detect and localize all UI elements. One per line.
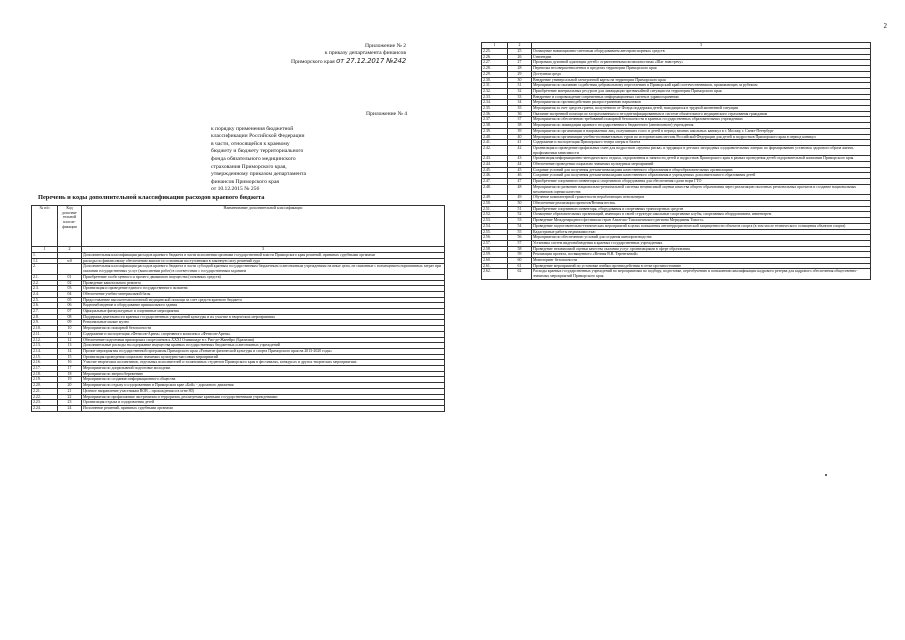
row-number: 2.5. xyxy=(32,297,58,303)
row-number: 2.48. xyxy=(482,184,508,194)
table-row xyxy=(482,223,871,229)
row-number: 2.36. xyxy=(482,111,508,117)
header-line-3-prefix: Приморского края xyxy=(291,58,335,65)
appendix-4-body xyxy=(211,126,361,194)
row-code: 08 xyxy=(58,314,82,320)
row-name: Участие творческих коллективов, отдельных исполнителей и талантливых студентов Приморского края в фестивалях, конкурсах и других творческих мероприятиях xyxy=(82,360,445,366)
row-name: Поддержка деятельности краевых государственных учреждений культуры и их участие в творческих мероприятиях xyxy=(82,314,445,320)
row-name: Проведение независимой оценки качества оказания услуг организациями в сфере образования xyxy=(532,246,871,252)
row-code: 03 xyxy=(58,286,82,292)
row-code: 22 xyxy=(58,394,82,400)
row-name: Дополнительная классификация расходов краевого бюджета в части субсидий краевым государственным бюджетным и автономным учреждениям на иные цели, не связанные с возмещением нормативных затрат при оказании государственных услуг (выполнении работ) в соответствии с государственным заданием xyxy=(82,264,445,274)
row-code: 42 xyxy=(508,145,532,155)
row-number: 2.6. xyxy=(32,303,58,309)
header-line-3 xyxy=(206,58,406,66)
row-name: Мероприятия по обеспечению требований пожарной безопасности в краевых государственных образовательных учреждениях xyxy=(532,117,871,123)
row-name: Мониторинг безопасности xyxy=(532,258,871,264)
row-name: Создание условий для получения детьми-инвалидами качественного образования в общеобразовательных организациях xyxy=(532,167,871,173)
row-name: Приобретение спортивного инвентаря и спортивного оборудования для обеспечения сдачи норм ГТО xyxy=(532,179,871,185)
row-name: Приобретение особо ценного и прочего движимого имущества (основных средств) xyxy=(82,274,445,280)
row-number: 2.16. xyxy=(32,360,58,366)
row-name: Оказание экстренной помощи по застрахованным и не идентифицированным в системе обязательного медицинского страхования гражданам xyxy=(532,111,871,117)
right-page xyxy=(452,0,905,640)
row-number: 1.1 xyxy=(32,258,58,264)
col-number-3: 3 xyxy=(82,247,445,253)
row-code: 13 xyxy=(58,343,82,349)
row-number: 2.18. xyxy=(32,371,58,377)
row-name: Мероприятия по допризывной подготовке молодежи xyxy=(82,366,445,372)
row-name: Прочие мероприятия государственной программы Приморского края «Развитие физической культуры и спорта Приморского края на 2013-2020 годы» xyxy=(82,348,445,354)
appendix-4-body-line: от 10.12.2015 № 256 xyxy=(211,186,260,193)
row-number: 2.62. xyxy=(482,269,508,279)
row-name: Приобретение спортивного инвентаря, оборудования и спортивных транспортных средств xyxy=(532,206,871,212)
row-number: 2.9. xyxy=(32,320,58,326)
row-code: 10 xyxy=(58,326,82,332)
row-number: 2.35. xyxy=(482,106,508,112)
row-code: 21 xyxy=(58,388,82,394)
row-name: Оснащение образовательных организаций, имеющих в своей структуре школьные спортивные клубы, спортивным оборудованием, инвентарем xyxy=(532,212,871,218)
row-name: Мероприятия по организации в направлении лиц, получивших голос в детей в период зимних школьных каникул в г. Москву, г. Санкт-Петербург xyxy=(532,128,871,134)
row-name: Региональные малые музеи xyxy=(82,320,445,326)
row-code: 38 xyxy=(508,123,532,129)
row-code: 59 xyxy=(508,252,532,258)
header-line-2: к приказу департамента финансов xyxy=(324,50,406,57)
row-code: 45 xyxy=(508,167,532,173)
row-name: Обучение компьютерной грамотности неработающих пенсионеров xyxy=(532,195,871,201)
row-code: 17 xyxy=(58,366,82,372)
row-code: 18 xyxy=(58,371,82,377)
row-code: 53 xyxy=(508,218,532,224)
row-number: 2.39. xyxy=(482,128,508,134)
row-name: Мероприятия по энергосбережению xyxy=(82,371,445,377)
row-name: Мероприятия по ликвидации краевого государственного бюджетного (автономного) учреждения xyxy=(532,123,871,129)
row-code: 35 xyxy=(508,106,532,112)
appendix-4-body-line: фонда обязательного медицинского xyxy=(211,155,296,162)
row-name: Мероприятия по организации учебно-познавательных туров по историческим местам Российской Федерации для детей и подростков Приморского края в период каникул xyxy=(532,134,871,140)
row-code: 12 xyxy=(58,337,82,343)
row-code: 37 xyxy=(508,117,532,123)
row-number: 2.15. xyxy=(32,354,58,360)
row-code: 30 xyxy=(508,77,532,83)
document-title: Перечень и коды дополнительной классификации расходов краевого бюджета xyxy=(38,194,265,201)
row-code: w0 xyxy=(58,258,82,264)
row-name: Обеспечение подготовки приморских спортсменов к XXXI Олимпиаде в г. Рио-де-Жанейро (Бразилия) xyxy=(82,337,445,343)
row-code: 29 xyxy=(508,71,532,77)
row-name: Организация и проведение единого государственного экзамена xyxy=(82,286,445,292)
classification-table-left xyxy=(31,205,445,412)
row-code: 47 xyxy=(508,179,532,185)
row-name: Стипендии xyxy=(532,54,871,60)
row-number: 2.22. xyxy=(32,394,58,400)
row-code: 25 xyxy=(508,49,532,55)
row-name: Оснащение навигационно-световым оборудованием автотранспортных средств xyxy=(532,49,871,55)
row-name: Проведение мероприятий по установке ячейки противодействия в сетке противостоянию xyxy=(532,263,871,269)
table-row xyxy=(482,184,871,194)
row-name: Предоставление высокотехнологичной медицинской помощи за счет средств краевого бюджета xyxy=(82,297,445,303)
appendix-2-label: Приложение № 2 xyxy=(365,43,406,49)
row-name: Обеспечение проведения социально значимых культурных мероприятий xyxy=(532,162,871,168)
scan-artifact xyxy=(825,474,827,476)
table-row xyxy=(482,145,871,155)
row-name: Мероприятия за счет средств гранта, полученного от Фонда поддержки детей, находящихся в трудной жизненной ситуации xyxy=(532,106,871,112)
appendix-4-body-line: утвержденному приказом департамента xyxy=(211,171,306,178)
row-name: Перевозка несовершеннолетних в пределах территории Приморского края xyxy=(532,66,871,72)
row-code: 41 xyxy=(508,140,532,146)
row-number: 2.17. xyxy=(32,366,58,372)
appendix-4-body-line: страхования Приморского края, xyxy=(211,163,287,170)
row-name: Приобретение материальных ресурсов для ликвидации чрезвычайной ситуации на территории Приморского края xyxy=(532,88,871,94)
row-name: Мероприятия по обеспечению условий для создания кинопроизводства xyxy=(532,235,871,241)
row-name: Мероприятия по созданию информационного общества xyxy=(82,377,445,383)
appendix-4-header xyxy=(207,111,407,194)
row-code: 39 xyxy=(508,128,532,134)
row-name: Внедрение и сопровождение современных информационных систем в здравоохранении xyxy=(532,94,871,100)
row-name: Обеспечение реализации проектов/Вечная весна» xyxy=(532,200,871,206)
table-row xyxy=(482,134,871,140)
row-name: Исполнение решений, принятых судебными органами xyxy=(82,405,445,411)
appendix-4-body-line: классификации Российской Федерации xyxy=(211,133,305,140)
table-row xyxy=(482,156,871,162)
row-number: 2.10. xyxy=(32,326,58,332)
row-name: Мероприятия по отдыху и оздоровлению в Приморском крае «Бой» - дорожного движения xyxy=(82,383,445,389)
row-number: 2.29. xyxy=(482,71,508,77)
row-name: Содержание и эксплуатация «Фетисов-Арена» спортивного комплекса «Фетисов-Арена» xyxy=(82,331,445,337)
row-code: 07 xyxy=(58,309,82,315)
row-code: 36 xyxy=(508,111,532,117)
row-number: 2.32. xyxy=(482,88,508,94)
page-number: 2 xyxy=(883,22,887,30)
row-number: 2.31. xyxy=(482,83,508,89)
col-number-1: 1 xyxy=(32,247,58,253)
row-code: 56 xyxy=(508,235,532,241)
row-number: 2.26. xyxy=(482,54,508,60)
row-number: 2.20. xyxy=(32,383,58,389)
row-code: 49 xyxy=(508,195,532,201)
row-number: 2.24. xyxy=(32,405,58,411)
row-number: 2.7. xyxy=(32,309,58,315)
row-code: 32 xyxy=(508,88,532,94)
row-name: Организация и проведение профильных смен для подростков «группы риска» и трудящих в детских загородных оздоровительных лагерях по формированию установок здорового образа жизни, профилактики зависимости xyxy=(532,145,871,155)
row-code: 02 xyxy=(58,280,82,286)
row-name: Проведение подготовительно-технических мероприятий в целях повышения антитеррористической защищенности объектов спорта (в том числе технического оснащения объектов спорта) xyxy=(532,223,871,229)
row-code: 58 xyxy=(508,246,532,252)
row-number: 1. xyxy=(32,253,58,259)
row-number: 2.51. xyxy=(482,206,508,212)
row-code: 06 xyxy=(58,303,82,309)
row-number: 2.37. xyxy=(482,117,508,123)
row-number: 2.56. xyxy=(482,235,508,241)
row-number: 2.45. xyxy=(482,167,508,173)
row-code: 24 xyxy=(58,405,82,411)
row-code: 16 xyxy=(58,360,82,366)
row-code: 26 xyxy=(508,54,532,60)
row-number: 2.47. xyxy=(482,179,508,185)
row-code: 33 xyxy=(508,94,532,100)
header-col-code: Код дополни-тельной класси-фикации xyxy=(58,206,82,247)
col-number-2-right: 2 xyxy=(508,43,532,49)
row-name: Реализация проекта, посвященного «Вечная В.В. Терентьевой» xyxy=(532,252,871,258)
row-number: 2.30. xyxy=(482,77,508,83)
row-number: 2.59. xyxy=(482,252,508,258)
row-name: Дополнительная классификация расходов краевого бюджета в части исполнения органами государственной власти Приморского края решений, принятых судебными органами xyxy=(82,253,445,259)
appendix-4-body-line: бюджету и бюджету территориального xyxy=(211,148,304,155)
row-number: 2.28. xyxy=(482,66,508,72)
row-name: Проведение капитального ремонта xyxy=(82,280,445,286)
appendix-4-body-line: финансов Приморского края xyxy=(211,178,280,185)
row-number: 2.3. xyxy=(32,286,58,292)
row-name: Видеонаблюдение и оборудование пришкольного здания xyxy=(82,303,445,309)
row-number: 2.41. xyxy=(482,140,508,146)
row-name: Организация информационно-методического отдыха, оздоровления и занятости детей и подростков Приморского края в рамках проведения детей оздоровительной компании Приморского края xyxy=(532,156,871,162)
header-col-name: Наименование дополнительной классификации xyxy=(82,206,445,247)
row-code: 51 xyxy=(508,206,532,212)
row-code: 11 xyxy=(58,331,82,337)
row-code: 48 xyxy=(508,184,532,194)
appendix-4-label: Приложение № 4 xyxy=(366,111,407,117)
row-code: 34 xyxy=(508,100,532,106)
row-number: 2.23. xyxy=(32,400,58,406)
row-code: 23 xyxy=(58,400,82,406)
classification-table-right xyxy=(481,42,871,280)
header-col-number: № п/п xyxy=(32,206,58,247)
row-name: Установка систем видеонаблюдения в краевых государственных учреждениях xyxy=(532,240,871,246)
row-number: 2.55. xyxy=(482,229,508,235)
row-number: 2.52. xyxy=(482,212,508,218)
row-name: Кадастровые работы недвижимостью xyxy=(532,229,871,235)
row-code: 27 xyxy=(508,60,532,66)
row-number: 2.49. xyxy=(482,195,508,201)
row-number: 2.21. xyxy=(32,388,58,394)
row-code: 54 xyxy=(508,223,532,229)
appendix-header xyxy=(206,43,406,66)
row-code: 60 xyxy=(508,258,532,264)
row-number: 2.11. xyxy=(32,331,58,337)
row-number: 2.13. xyxy=(32,343,58,349)
row-name: Расходы краевых государственных учреждений по мероприятиям по подбору, подготовке, переобучению и повышению квалификации кадрового резерва для кадрового обеспечения общественно-значимых мероприятий Приморского края xyxy=(532,269,871,279)
row-code: 14 xyxy=(58,348,82,354)
row-name: Официальные физкультурные и спортивные мероприятия xyxy=(82,309,445,315)
row-code: 61 xyxy=(508,263,532,269)
col-number-3-right: 3 xyxy=(532,43,871,49)
row-code xyxy=(58,264,82,274)
row-code: 46 xyxy=(508,173,532,179)
row-number: 2.38. xyxy=(482,123,508,129)
row-name: расходы по финансовому обеспечению выплат по основным поступлениям в законную силу решений суда xyxy=(82,258,445,264)
row-number: 2.57. xyxy=(482,240,508,246)
row-code: 40 xyxy=(508,134,532,140)
row-code: 62 xyxy=(508,269,532,279)
row-number: 2.8. xyxy=(32,314,58,320)
row-name: Доступная среда xyxy=(532,71,871,77)
row-name: Организация отдыха и оздоровления детей xyxy=(82,400,445,406)
row-code: 31 xyxy=(508,83,532,89)
row-number: 2.1. xyxy=(32,274,58,280)
row-name: Целевое направление участникам ВОВ – прохождения и в огне 80) xyxy=(82,388,445,394)
row-code: 15 xyxy=(58,354,82,360)
col-number-1-right: 1 xyxy=(482,43,508,49)
row-number: 2.53. xyxy=(482,218,508,224)
row-name: Мероприятия по оказанию содействия добровольному переселению в Приморский край соотечественников, проживающих за рубежом xyxy=(532,83,871,89)
row-name: Внедрение универсальной электронной карты на территории Приморского края xyxy=(532,77,871,83)
row-name: Мероприятия по развитию национально-региональной системы независимой оценки качества общего образования через реализацию пилотных региональных проектов и создание национальных механизмов оценки качества xyxy=(532,184,871,194)
row-number: 2.46. xyxy=(482,173,508,179)
row-code: 01 xyxy=(58,274,82,280)
row-number: 2.42. xyxy=(482,145,508,155)
row-code: 44 xyxy=(508,162,532,168)
row-name: Создание условий для получения детьми-инвалидами качественного образования в учреждениях дополнительного образования детей xyxy=(532,173,871,179)
handwritten-order-number: от 27.12.2017 №242 xyxy=(336,56,406,65)
row-number: 2.25. xyxy=(482,49,508,55)
row-name: Мероприятия по противодействию распространению наркотиков xyxy=(532,100,871,106)
row-code: 50 xyxy=(508,200,532,206)
row-number: 2.34. xyxy=(482,100,508,106)
row-number: 2.50. xyxy=(482,200,508,206)
row-code: 28 xyxy=(508,66,532,72)
appendix-4-body-line: к порядку применения бюджетной xyxy=(211,125,294,132)
row-code: 20 xyxy=(58,383,82,389)
row-number: 2.58. xyxy=(482,246,508,252)
row-number: 2.43. xyxy=(482,156,508,162)
row-number: 2.33. xyxy=(482,94,508,100)
row-code: 04 xyxy=(58,291,82,297)
row-number: 2.2. xyxy=(32,280,58,286)
appendix-4-body-line: в части, относящейся к краевому xyxy=(211,140,290,147)
row-name: Обеспечение учебно-материальной базы xyxy=(82,291,445,297)
left-page xyxy=(0,0,452,640)
row-code: 09 xyxy=(58,320,82,326)
row-number: 2.12. xyxy=(32,337,58,343)
table-row xyxy=(32,405,445,411)
row-name: Программа духовной адаптации детей с ограниченными возможностями «Шаг навстречу» xyxy=(532,60,871,66)
table-row xyxy=(482,269,871,279)
row-code: 43 xyxy=(508,156,532,162)
row-number: 2. xyxy=(32,264,58,274)
row-name: Организация проведения социально значимых культурно-массовых мероприятий xyxy=(82,354,445,360)
row-number: 2.4. xyxy=(32,291,58,297)
row-code: 52 xyxy=(508,212,532,218)
row-name: Мероприятия по пожарной безопасности xyxy=(82,326,445,332)
row-code: 19 xyxy=(58,377,82,383)
row-number: 2.19. xyxy=(32,377,58,383)
row-code: 05 xyxy=(58,297,82,303)
row-number: 2.44. xyxy=(482,162,508,168)
row-name: Мероприятия по профилактике экстремизма и терроризма, реализуемые краевыми государственными учреждениями xyxy=(82,394,445,400)
row-number: 2.60. xyxy=(482,258,508,264)
row-number: 2.27. xyxy=(482,60,508,66)
row-number: 2.40. xyxy=(482,134,508,140)
row-number: 2.54. xyxy=(482,223,508,229)
row-name: Проведение Международного фестиваля стран Азиатско-Тихоокеанского региона Меридианы Тихого» xyxy=(532,218,871,224)
row-number: 2.14. xyxy=(32,348,58,354)
row-code: 57 xyxy=(508,240,532,246)
row-name: Дополнительные расходы на содержание имущества краевых государственных бюджетных и автономных учреждений xyxy=(82,343,445,349)
col-number-2: 2 xyxy=(58,247,82,253)
row-name: Содержание и эксплуатация Приморского театра оперы и балета xyxy=(532,140,871,146)
row-number: 2.61. xyxy=(482,263,508,269)
table-row xyxy=(32,264,445,274)
row-code: 55 xyxy=(508,229,532,235)
table-header-row xyxy=(32,206,445,247)
